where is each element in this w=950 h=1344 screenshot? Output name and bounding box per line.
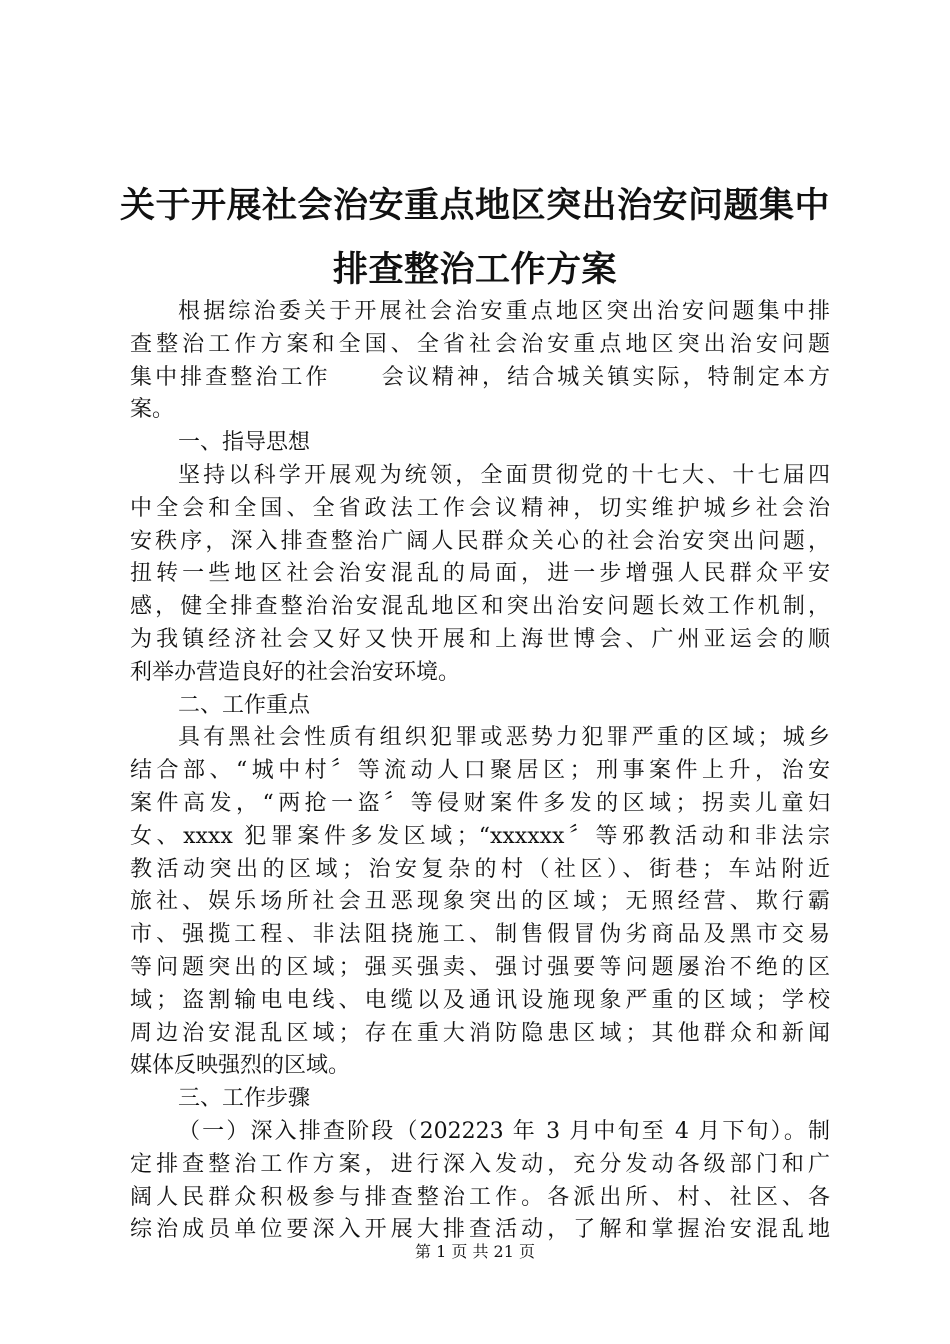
body-line: 为我镇经济社会又好又快开展和上海世博会、广州亚运会的顺 [130,626,830,652]
body-line: 市、强揽工程、非法阻挠施工、制售假冒伪劣商品及黑市交易 [130,922,830,948]
body-line: （一）深入排查阶段（202223 年 3 月中旬至 4 月下旬）。制 [178,1118,830,1144]
body-line: 具有黑社会性质有组织犯罪或恶势力犯罪严重的区域；城乡 [178,725,830,751]
page-number: 第 1 页 [415,1242,468,1261]
body-line: 教活动突出的区域；治安复杂的村（社区）、街巷；车站附近 [130,856,830,882]
body-line: 媒体反映强烈的区域。 [130,1053,351,1079]
body-line: 查整治工作方案和全国、全省社会治安重点地区突出治安问题 [130,331,830,357]
body-line: 案。 [130,397,175,423]
page-total: 共 21 页 [472,1242,535,1261]
section-heading: 二、工作重点 [178,692,311,718]
document-title-line-2: 排查整治工作方案 [332,250,617,290]
body-line: 案件高发，“两抢一盗〞等侵财案件多发的区域；拐卖儿童妇 [130,790,830,816]
body-line: 定排查整治工作方案，进行深入发动，充分发动各级部门和广 [130,1151,830,1177]
body-line: 安秩序，深入排查整治广阔人民群众关心的社会治安突出问题， [130,528,830,554]
body-line: 中全会和全国、全省政法工作会议精神，切实维护城乡社会治 [130,495,830,521]
body-line: 坚持以科学开展观为统领，全面贯彻党的十七大、十七届四 [178,462,830,488]
body-line: 周边治安混乱区域；存在重大消防隐患区域；其他群众和新闻 [130,1020,830,1046]
body-line [130,362,830,395]
body-line: 感，健全排查整治治安混乱地区和突出治安问题长效工作机制， [130,594,830,620]
body-line: 根据综治委关于开展社会治安重点地区突出治安问题集中排 [178,299,830,324]
body-line: 综治成员单位要深入开展大排查活动，了解和掌握治安混乱地 [130,1217,830,1243]
document-title-line-1: 关于开展社会治安重点地区突出治安问题集中 [120,186,831,226]
body-line: 结合部、“城中村〞等流动人口聚居区；刑事案件上升，治安 [130,758,830,784]
body-line: 阔人民群众积极参与排查整治工作。各派出所、村、社区、各 [130,1184,830,1210]
document-body [130,296,830,1247]
section-heading: 一、指导思想 [178,430,311,456]
body-line: 利举办营造良好的社会治安环境。 [130,659,461,685]
body-line: 等问题突出的区域；强买强卖、强讨强要等问题屡治不绝的区 [130,954,830,980]
body-line: 域；盗割输电电线、电缆以及通讯设施现象严重的区域；学校 [130,987,830,1013]
body-line-part: 集中排查整治工作 [130,364,331,390]
body-line: 旅社、娱乐场所社会丑恶现象突出的区域；无照经营、欺行霸 [130,889,830,915]
body-line-part: 会议精神，结合城关镇实际，特制定本方 [378,364,830,390]
section-heading: 三、工作步骤 [178,1086,311,1112]
body-line: 女、xxxx 犯罪案件多发区域；“xxxxxx〞等邪教活动和非法宗 [130,823,830,849]
page-footer [0,1241,950,1263]
body-line: 扭转一些地区社会治安混乱的局面，进一步增强人民群众平安 [130,561,830,587]
